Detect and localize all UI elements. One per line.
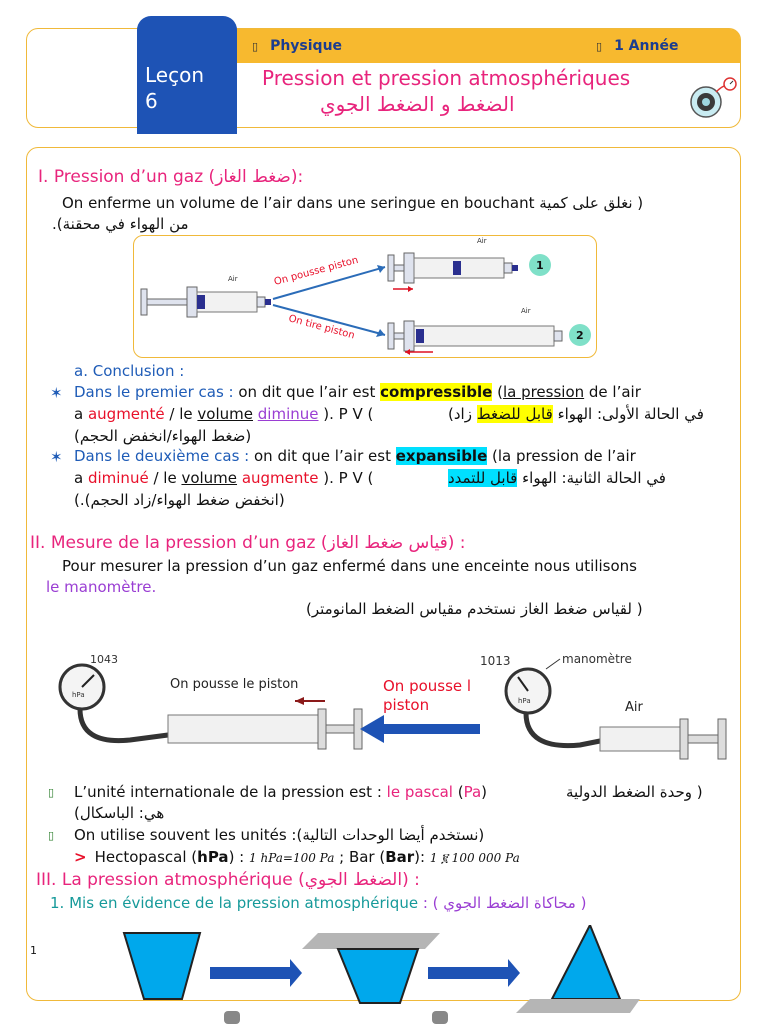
bar-text: ; Bar ( [334, 848, 386, 866]
arrow-right-2 [428, 967, 508, 979]
case-2-text2: (la pression de l’air [487, 447, 636, 465]
pressure-gauge-icon [688, 72, 740, 120]
sub-1-fr: 1. Mis en évidence de la pression atmosphérique [50, 894, 423, 912]
unit-ar: ( وحدة الضغط الدولية [566, 783, 703, 801]
unit-text: L’unité internationale de la pression est : [74, 783, 387, 801]
section-1-heading: I. Pression d’un gaz (ضغط الغاز): [38, 167, 304, 187]
case-1-ar-b: الهواء [557, 405, 597, 423]
star-bullet-icon: ✶ [50, 384, 63, 402]
left-gauge-unit: hPa [72, 691, 85, 699]
sub-1-ar: ( محاكاة الضغط الجوي ) : [422, 894, 587, 912]
syringe-figure [133, 235, 595, 356]
left-syringe [168, 715, 318, 743]
section-2-heading: II. Mesure de la pression d’un gaz (قياس ضغط الغاز) : [30, 533, 466, 553]
section-1-intro [62, 193, 643, 213]
square-bullet-icon: ▯ [48, 786, 55, 799]
case-2-volume: volume [181, 469, 238, 487]
page-title-ar: الضغط و الضغط الجوي [320, 92, 515, 116]
case-1-line-3: (ضغط الهواء/انخفض الحجم) [74, 427, 252, 445]
case-1-diminue: diminue [257, 405, 319, 423]
hecto-after: ) : [228, 848, 250, 866]
case-1-text3: de l’air [584, 383, 641, 401]
section-2-text-fr: Pour mesurer la pression d’un gaz enfermé dans une enceinte nous utilisons [62, 557, 637, 575]
chevron-right-icon: > [74, 848, 87, 866]
case-1-line-2 [74, 404, 373, 424]
page-title-fr: Pression et pression atmosphériques [262, 66, 631, 90]
case-2-text1: on dit que l’air est [249, 447, 396, 465]
bullet-icon: ▯ [252, 40, 259, 53]
case-2-ar-b: الهواء [522, 469, 562, 487]
cup-1 [124, 933, 200, 999]
case-1-text1: on dit que l’air est [233, 383, 381, 401]
intro-ar-2: من الهواء في محقنة). [52, 215, 189, 233]
hpa-text: hPa [197, 848, 229, 866]
section-2-manometre: le manomètre. [46, 578, 157, 596]
section-3-sub-1 [50, 893, 586, 913]
case-1-keyword: compressible [380, 383, 493, 401]
square-bullet-icon: ▯ [48, 829, 55, 842]
section-3-heading: III. La pression atmosphérique (الضغط الجوي) : [36, 870, 420, 890]
bullet-icon: ▯ [596, 40, 603, 53]
subject-label [252, 38, 342, 54]
case-2-diminue: diminué [87, 469, 149, 487]
label-pull: On tire piston [287, 313, 356, 342]
atmospheric-figure [120, 925, 650, 1024]
unit-line-1 [74, 782, 487, 802]
case-1-text2: ( [492, 383, 503, 401]
case-2-arabic [448, 468, 666, 488]
left-caption: On pousse le piston [170, 677, 299, 692]
big-left-arrow [380, 724, 480, 734]
case-2-keyword: expansible [395, 447, 488, 465]
level-label [596, 38, 678, 54]
label-push: On pousse piston [272, 254, 360, 288]
badge-1-text: 1 [536, 259, 544, 272]
case-1-d: ). P V ( [318, 405, 374, 423]
unit-line-2 [74, 825, 484, 845]
label-air-top: Air [477, 237, 487, 245]
unit-line-3 [74, 847, 520, 868]
case-1-volume: volume [197, 405, 253, 423]
cup-3 [552, 925, 620, 999]
right-gauge-label: manomètre [562, 652, 632, 666]
case-2-augmente: augmente [241, 469, 319, 487]
manometer-figure [50, 645, 740, 760]
case-2-d: ). P V ( [318, 469, 374, 487]
arrow-text-2: piston [383, 696, 430, 714]
case-2-line-3: (انخفض ضغط الهواء/زاد الحجم).) [74, 491, 285, 509]
bar-bold: Bar [385, 848, 415, 866]
case-1-ar-a: زاد) [448, 405, 472, 423]
left-gauge-value: 1043 [90, 653, 118, 666]
case-1-pression: la pression [502, 383, 585, 401]
right-gauge-unit: hPa [518, 697, 531, 705]
cup-2 [338, 949, 418, 1003]
case-1-line-1 [74, 382, 641, 402]
bar-after: ): [414, 848, 430, 866]
unit-pascal: le pascal [386, 783, 453, 801]
intro-fr: On enferme un volume de l’air dans une seringue en bouchant [62, 194, 535, 212]
case-2-ar-c: في الحالة الثانية: [561, 469, 666, 487]
label-air: Air [228, 275, 238, 283]
case-2-a: a [74, 469, 88, 487]
hpa-equation: 1 hPa=100 Pa [249, 851, 335, 865]
right-syringe [600, 727, 680, 751]
right-air-label: Air [625, 700, 643, 715]
units-text: On utilise souvent les unités [74, 826, 287, 844]
unit-pa-close: ) [481, 783, 488, 801]
conclusion-title: a. Conclusion : [74, 362, 185, 380]
case-1-lead: Dans le premier cas : [74, 383, 234, 401]
lesson-label-text: Leçon [145, 63, 205, 87]
case-1-ar-hl: قابل للضغط [476, 405, 553, 423]
case-1-augmente: augmenté [87, 405, 165, 423]
syringe-top [388, 253, 518, 283]
page-number: 1 [30, 944, 37, 957]
unit-ar-2: هي: الباسكال) [74, 804, 165, 822]
case-2-ar-hl: قابل للتمدد [448, 469, 518, 487]
right-gauge-value: 1013 [480, 654, 511, 668]
subject-text: Physique [270, 38, 343, 54]
case-2-line-2 [74, 468, 373, 488]
case-2-line-1 [74, 446, 636, 466]
case-2-lead: Dans le deuxième cas : [74, 447, 250, 465]
card-1 [302, 933, 440, 949]
case-1-b: / le [164, 405, 198, 423]
case-1-ar-c: في الحالة الأولى: [596, 405, 704, 423]
lesson-label [145, 62, 204, 114]
case-1-arabic [448, 404, 704, 424]
card-2 [516, 999, 640, 1013]
bar-equation: 1 ፪ 100 000 Pa [429, 851, 520, 865]
units-ar: (نستخدم أيضا الوحدات التالية): [291, 826, 485, 844]
syringe-bottom [388, 321, 562, 351]
lesson-number: 6 [145, 89, 158, 113]
hecto-text: Hectopascal ( [94, 848, 198, 866]
level-text: 1 Année [614, 38, 679, 54]
case-2-b: / le [148, 469, 182, 487]
section-2-text-ar: ( لقياس ضغط الغاز نستخدم مقياس الضغط المانومتر) [306, 600, 643, 618]
badge-2-text: 2 [576, 329, 584, 342]
arrow-right-1 [210, 967, 290, 979]
case-1-a: a [74, 405, 88, 423]
unit-pa-open: ( [452, 783, 464, 801]
unit-pa: Pa [463, 783, 482, 801]
intro-ar-1: ( نغلق على كمية [539, 194, 644, 212]
star-bullet-icon: ✶ [50, 448, 63, 466]
label-air-bottom: Air [521, 307, 531, 315]
arrow-text-1: On pousse l [383, 677, 472, 695]
syringe-left [141, 287, 271, 317]
